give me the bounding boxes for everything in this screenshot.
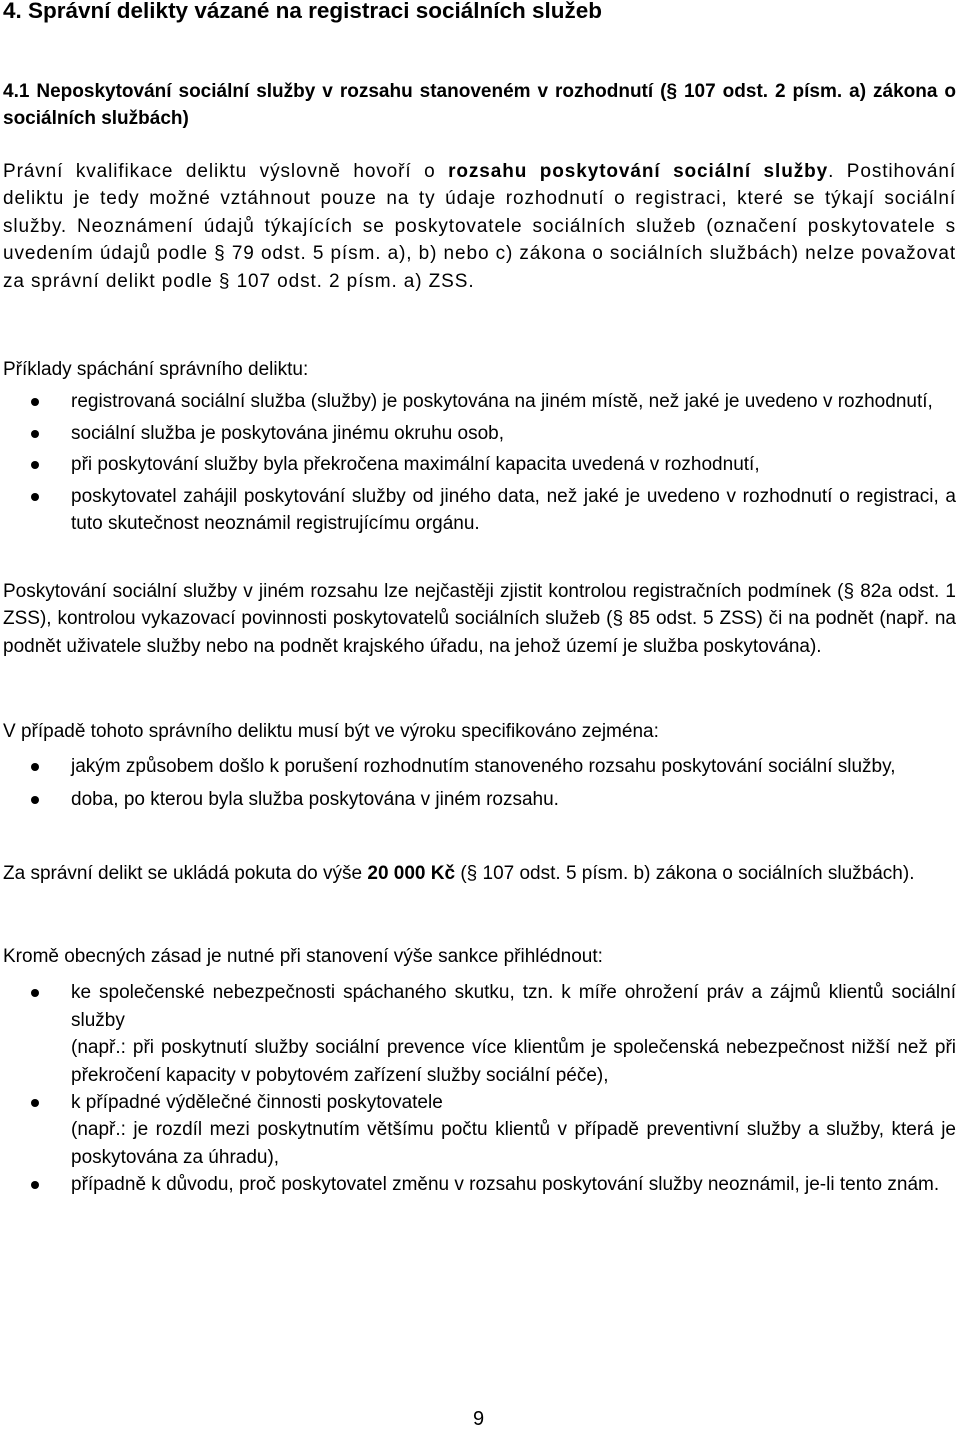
section-heading: 4. Správní delikty vázané na registraci sociálních služeb	[3, 0, 602, 23]
example-text: poskytovatel zahájil poskytování služby od jiného data, než jaké je uvedeno v rozhodnutí o registraci, a tuto skutečnost neoznámil registrujícímu orgánu.	[71, 485, 956, 535]
paragraph-detection-text: Poskytování sociální služby v jiném rozsahu lze nejčastěji zjistit kontrolou registračních podmínek (§ 82a odst. 1 ZSS), kontrolou vykazovací povinnosti poskytovatelů sociálních služeb (§ 85 odst. 5 ZSS) či na podnět (např. na podnět uživatele služby nebo na podnět krajského úřadu, na jehož území je služba poskytována).	[3, 581, 956, 657]
scope-text-pre: Právní kvalifikace deliktu výslovně hovoří o	[3, 161, 449, 182]
scope-text-post: . Postihování deliktu je tedy možné vztáhnout pouze na ty údaje rozhodnutí o registraci, které se týkají sociální služby. Neoznámení údajů týkajících se poskytovatele sociálních služeb (označení poskytovatele s uvedením údajů podle § 79 odst. 5 písm. a), b) nebo c) zákona o sociálních službách) nelze považovat za správní delikt podle § 107 odst. 2 písm. a) ZSS.	[3, 161, 956, 292]
sanction-main-text: k případné výdělečné činnosti poskytovatele	[71, 1092, 443, 1114]
list-item	[3, 979, 956, 1089]
verdict-intro: V případě tohoto správního deliktu musí být ve výroku specifikováno zejména:	[3, 721, 659, 742]
sanction-main-text: ke společenské nebezpečnosti spáchaného skutku, tzn. k míře ohrožení práv a zájmů klientů sociální služby	[71, 982, 956, 1031]
list-item	[3, 451, 956, 478]
fine-text-post: (§ 107 odst. 5 písm. b) zákona o sociálních službách).	[455, 863, 915, 884]
bullet-icon	[31, 493, 39, 501]
list-item	[3, 420, 956, 447]
list-item	[3, 483, 956, 538]
subsection-heading: 4.1 Neposkytování sociální služby v rozsahu stanoveném v rozhodnutí (§ 107 odst. 2 písm. a) zákona o sociálních službách)	[3, 81, 956, 130]
bullet-icon	[31, 989, 39, 997]
examples-intro: Příklady spáchání správního deliktu:	[3, 359, 309, 380]
examples-list	[3, 388, 956, 537]
subsection-heading-block	[3, 78, 956, 133]
paragraph-fine-text	[3, 860, 956, 887]
paragraph-scope-text	[3, 158, 956, 295]
bullet-icon	[31, 796, 39, 804]
verdict-section	[3, 718, 956, 813]
verdict-text: jakým způsobem došlo k porušení rozhodnutím stanoveného rozsahu poskytování sociální služby,	[71, 756, 896, 778]
list-item	[3, 388, 956, 415]
examples-section	[3, 356, 956, 537]
bullet-icon	[31, 1099, 39, 1107]
list-item	[3, 1089, 956, 1171]
verdict-text: doba, po kterou byla služba poskytována v jiném rozsahu.	[71, 788, 559, 810]
bullet-icon	[31, 1181, 39, 1189]
list-item	[3, 753, 956, 780]
example-text: registrovaná sociální služba (služby) je poskytována na jiném místě, než jaké je uvedeno v rozhodnutí,	[71, 391, 933, 413]
paragraph-detection	[3, 578, 956, 660]
bullet-icon	[31, 461, 39, 469]
bullet-icon	[31, 763, 39, 771]
fine-text-pre: Za správní delikt se ukládá pokuta do výše	[3, 863, 368, 884]
list-item	[3, 786, 956, 813]
scope-text-bold: rozsahu poskytování sociální služby	[448, 161, 829, 182]
sanction-note-text: (např.: při poskytnutí služby sociální prevence více klientům je společenská nebezpečnost nižší než při překročení kapacity v pobytovém zařízení služby sociální péče),	[71, 1037, 956, 1086]
example-text: při poskytování služby byla překročena maximální kapacita uvedená v rozhodnutí,	[71, 454, 760, 476]
sanction-note-text: (např.: je rozdíl mezi poskytnutím většímu počtu klientů v případě preventivní služby a služby, která je poskytována za úhradu),	[71, 1119, 956, 1168]
page-number: 9	[473, 1408, 485, 1430]
example-text: sociální služba je poskytována jinému okruhu osob,	[71, 422, 505, 444]
paragraph-scope	[3, 158, 956, 295]
sanction-intro: Kromě obecných zásad je nutné při stanovení výše sankce přihlédnout:	[3, 946, 603, 967]
sanction-list	[3, 979, 956, 1198]
sanction-main-text: případně k důvodu, proč poskytovatel změnu v rozsahu poskytování služby neoznámil, je-li tento znám.	[71, 1174, 940, 1196]
sanction-section	[3, 943, 956, 1199]
paragraph-fine	[3, 860, 956, 887]
bullet-icon	[31, 430, 39, 438]
bullet-icon	[31, 398, 39, 406]
verdict-list	[3, 753, 956, 813]
fine-amount: 20 000 Kč	[367, 863, 456, 884]
list-item	[3, 1171, 956, 1198]
